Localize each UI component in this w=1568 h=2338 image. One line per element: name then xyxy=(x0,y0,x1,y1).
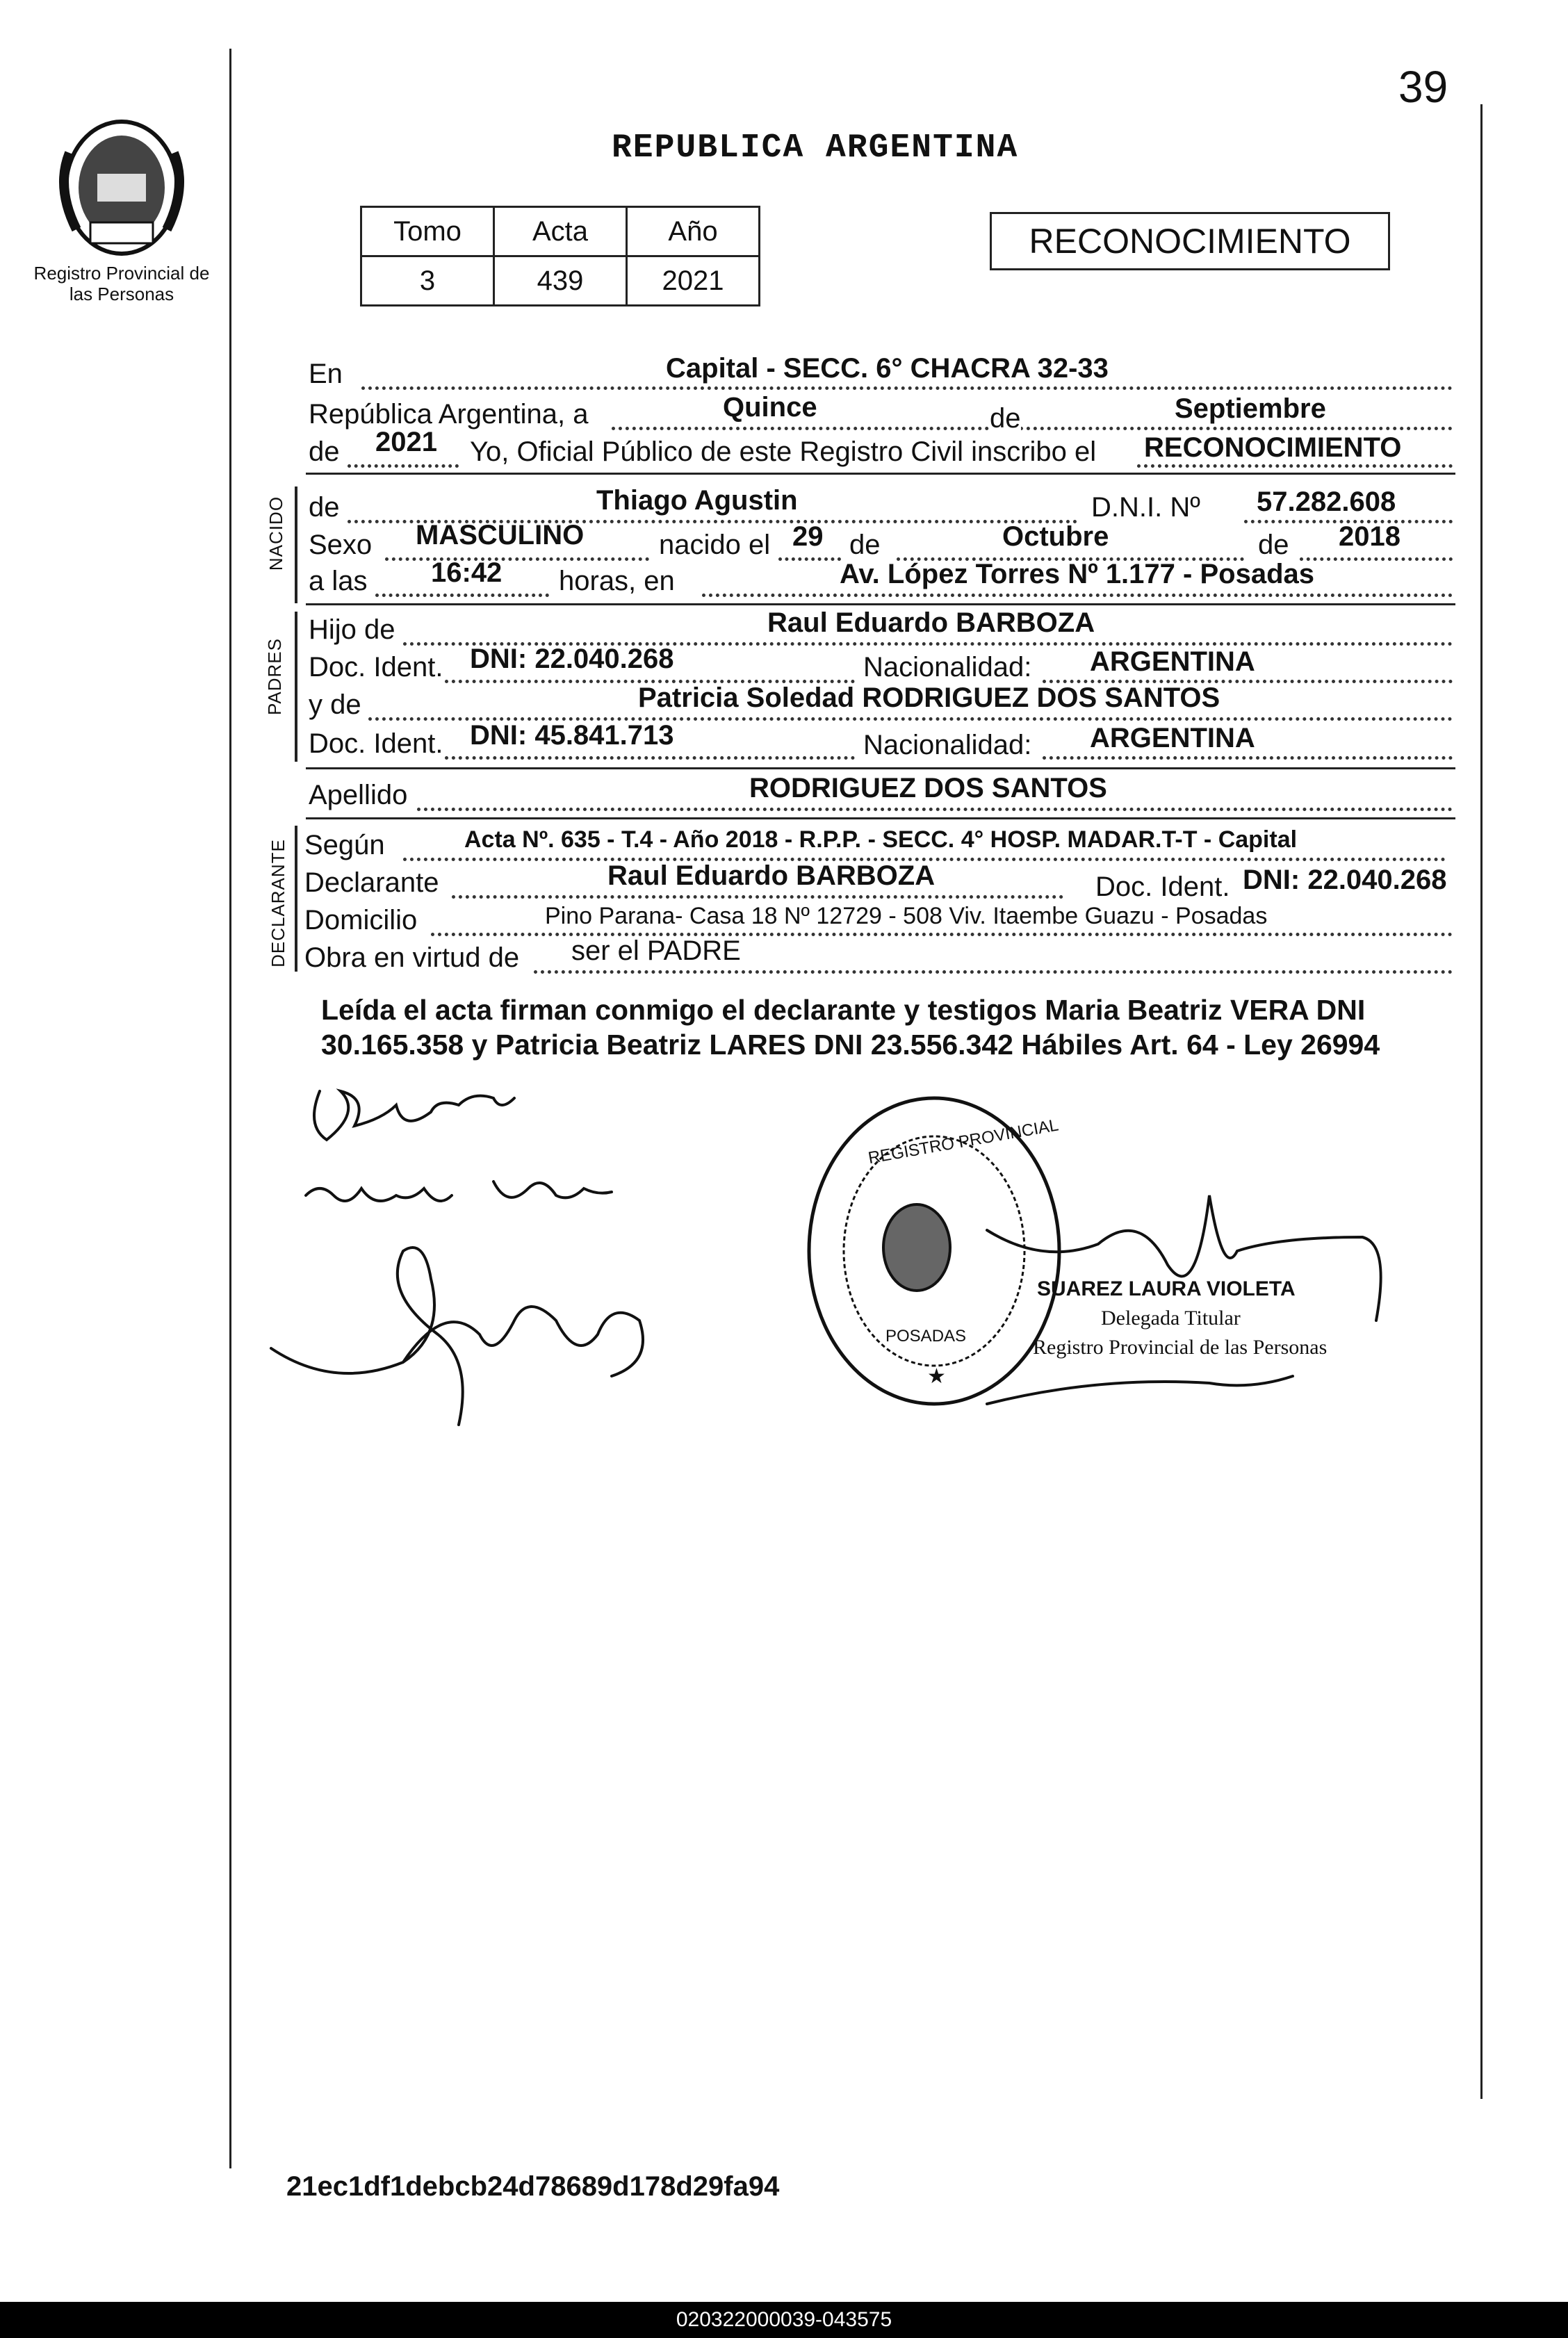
act-type-box: RECONOCIMIENTO xyxy=(990,212,1390,270)
declarante-label: Declarante xyxy=(304,867,439,898)
dotted-line xyxy=(385,557,649,561)
en-label: En xyxy=(309,359,343,389)
section-divider xyxy=(306,817,1455,819)
alas-label: a las xyxy=(309,566,368,596)
table-header-tomo: Tomo xyxy=(361,207,494,256)
official-org: Registro Provincial de las Personas xyxy=(1033,1336,1328,1359)
page-number: 39 xyxy=(1398,62,1448,112)
father-name-value: Raul Eduardo BARBOZA xyxy=(767,607,1095,638)
svg-text:★: ★ xyxy=(927,1365,946,1388)
dotted-line xyxy=(452,895,1063,899)
obra-label: Obra en virtud de xyxy=(304,942,520,973)
de-label: de xyxy=(990,403,1021,434)
dotted-line xyxy=(702,594,1453,597)
birth-day-value: 29 xyxy=(792,521,824,552)
birth-time-value: 16:42 xyxy=(431,557,503,588)
de-label: de xyxy=(849,530,881,560)
nacionalidad-label: Nacionalidad: xyxy=(863,730,1032,760)
section-bar-nacido xyxy=(295,487,297,603)
segun-label: Según xyxy=(304,830,385,860)
section-divider xyxy=(306,603,1455,605)
left-margin-line xyxy=(229,49,231,2168)
declarante-doc-value: DNI: 22.040.268 xyxy=(1243,865,1447,895)
dotted-line xyxy=(778,557,841,561)
section-label-nacido: NACIDO xyxy=(266,496,287,571)
table-value-ano: 2021 xyxy=(627,256,760,306)
registry-label: Registro Provincial de las Personas xyxy=(33,263,210,304)
nacionalidad-label: Nacionalidad: xyxy=(863,652,1032,682)
dotted-line xyxy=(445,756,855,760)
hijo-label: Hijo de xyxy=(309,614,395,645)
section-divider xyxy=(306,473,1455,475)
dotted-line xyxy=(375,594,549,597)
closing-statement: Leída el acta firman conmigo el declarante y testigos Maria Beatriz VERA DNI 30.165.358 y Patricia Beatriz LARES DNI 23.556.342 Hábiles Art. 64 - Ley 26994 xyxy=(321,994,1380,1061)
table-value-acta: 439 xyxy=(494,256,627,306)
month-value: Septiembre xyxy=(1175,393,1326,424)
dotted-line xyxy=(1300,557,1453,561)
official-role: Delegada Titular xyxy=(1101,1307,1241,1330)
segun-value: Acta Nº. 635 - T.4 - Año 2018 - R.P.P. - SECC. 4° HOSP. MADAR.T-T - Capital xyxy=(464,826,1298,853)
section-bar-padres xyxy=(295,612,297,762)
de-label: de xyxy=(309,436,340,467)
doc-label: Doc. Ident. xyxy=(309,728,443,759)
table-header-ano: Año xyxy=(627,207,760,256)
footer-bar xyxy=(0,2302,1568,2338)
apellido-value: RODRIGUEZ DOS SANTOS xyxy=(749,773,1107,803)
child-dni-value: 57.282.608 xyxy=(1257,487,1396,517)
province-seal-logo xyxy=(49,111,195,257)
day-value: Quince xyxy=(723,392,817,423)
birth-year-value: 2018 xyxy=(1339,521,1400,552)
birth-place-value: Av. López Torres Nº 1.177 - Posadas xyxy=(840,559,1314,589)
section-label-padres: PADRES xyxy=(264,638,285,715)
document-hash: 21ec1df1debcb24d78689d178d29fa94 xyxy=(286,2171,780,2202)
section-divider xyxy=(306,767,1455,769)
table-value-tomo: 3 xyxy=(361,256,494,306)
dotted-line xyxy=(534,970,1453,974)
birth-month-value: Octubre xyxy=(1002,521,1109,552)
mother-name-value: Patricia Soledad RODRIGUEZ DOS SANTOS xyxy=(638,682,1220,713)
document-title: REPUBLICA ARGENTINA xyxy=(612,129,1019,167)
doc-label: Doc. Ident. xyxy=(309,652,443,682)
place-value: Capital - SECC. 6° CHACRA 32-33 xyxy=(666,353,1109,384)
official-name: SUAREZ LAURA VIOLETA xyxy=(1037,1277,1296,1300)
dotted-line xyxy=(361,386,1453,390)
horas-label: horas, en xyxy=(559,566,675,596)
yde-label: y de xyxy=(309,689,361,720)
republic-label: República Argentina, a xyxy=(309,399,589,430)
mother-doc-value: DNI: 45.841.713 xyxy=(470,720,674,751)
sexo-value: MASCULINO xyxy=(416,520,585,550)
year-value: 2021 xyxy=(375,427,437,457)
official-text: Yo, Oficial Público de este Registro Civil inscribo el xyxy=(470,436,1097,467)
father-nationality-value: ARGENTINA xyxy=(1090,646,1255,677)
dotted-line xyxy=(1043,756,1453,760)
dotted-line xyxy=(612,427,1453,430)
de-label: de xyxy=(1258,530,1289,560)
svg-text:REGISTRO PROVINCIAL: REGISTRO PROVINCIAL xyxy=(867,1115,1060,1168)
footer-id: 020322000039-043575 xyxy=(676,2308,892,2331)
declarante-name-value: Raul Eduardo BARBOZA xyxy=(607,860,936,891)
mother-nationality-value: ARGENTINA xyxy=(1090,723,1255,753)
table-header-acta: Acta xyxy=(494,207,627,256)
section-bar-declarante xyxy=(295,826,297,972)
dotted-line xyxy=(1137,464,1453,468)
section-label-declarante: DECLARANTE xyxy=(267,839,288,967)
domicilio-value: Pino Parana- Casa 18 Nº 12729 - 508 Viv. Itaembe Guazu - Posadas xyxy=(545,903,1268,929)
father-doc-value: DNI: 22.040.268 xyxy=(470,644,674,674)
de-label: de xyxy=(309,492,340,523)
dni-label: D.N.I. Nº xyxy=(1091,492,1200,523)
signatures-handwritten xyxy=(264,1070,681,1473)
act-type-value: RECONOCIMIENTO xyxy=(1144,432,1402,463)
dotted-line xyxy=(417,808,1453,811)
obra-value: ser el PADRE xyxy=(571,935,741,966)
child-name-value: Thiago Agustin xyxy=(596,485,798,516)
domicilio-label: Domicilio xyxy=(304,905,418,935)
svg-text:POSADAS: POSADAS xyxy=(885,1327,967,1346)
sexo-label: Sexo xyxy=(309,530,373,560)
doc-label: Doc. Ident. xyxy=(1095,872,1230,902)
nacido-label: nacido el xyxy=(659,530,771,560)
record-table xyxy=(360,206,760,306)
apellido-label: Apellido xyxy=(309,780,408,810)
dotted-line xyxy=(348,464,459,468)
right-margin-line xyxy=(1480,104,1483,2099)
